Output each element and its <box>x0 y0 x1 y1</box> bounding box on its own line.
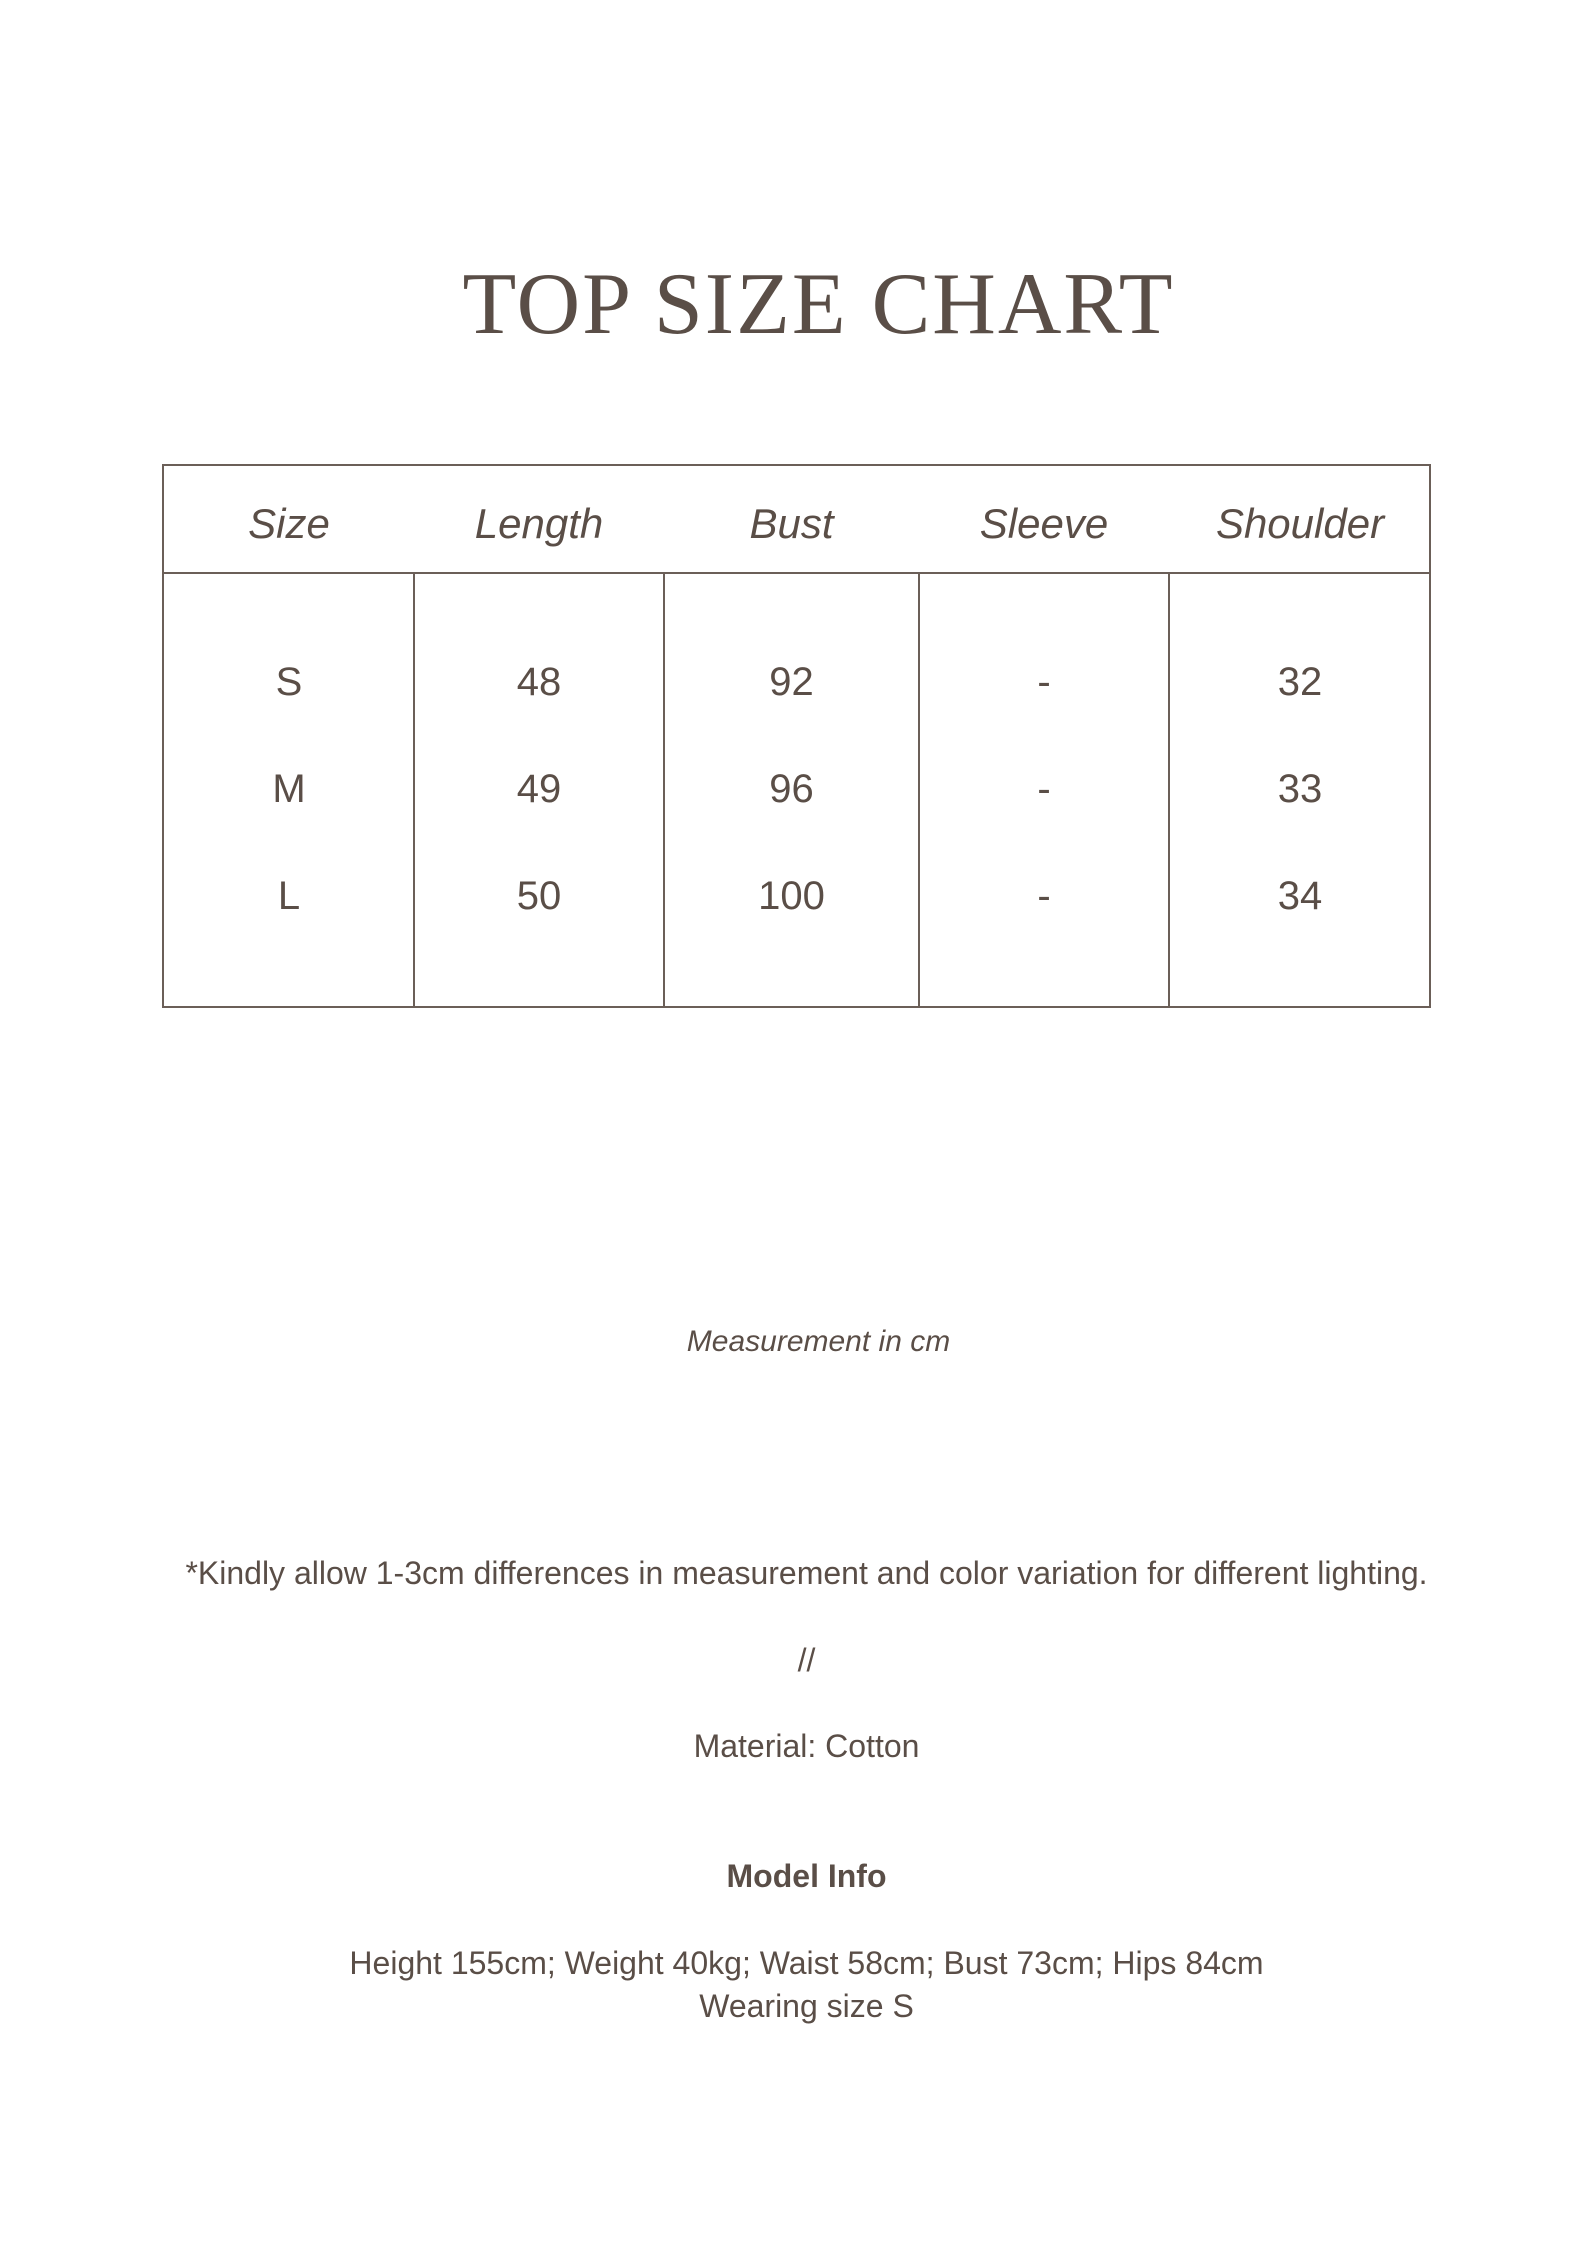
material-text: Material: Cotton <box>693 1728 920 1764</box>
disclaimer-text: *Kindly allow 1-3cm differences in measurement and color variation for different lighting. <box>185 1555 1428 1591</box>
header-size: Size <box>248 500 330 547</box>
cell-shoulder: 33 <box>1277 767 1323 811</box>
cell-shoulder: 34 <box>1277 874 1323 918</box>
header-shoulder: Shoulder <box>1215 500 1385 547</box>
cell-shoulder: 32 <box>1277 660 1323 704</box>
cell-length: 48 <box>516 660 562 704</box>
cell-bust: 92 <box>769 660 814 704</box>
cell-bust: 100 <box>758 874 825 918</box>
cell-length: 49 <box>516 767 562 811</box>
measurement-unit-note: Measurement in cm <box>686 1325 951 1358</box>
table-header-row <box>164 466 1429 574</box>
header-length: Length <box>474 500 604 547</box>
model-info-heading: Model Info <box>726 1858 887 1894</box>
cell-sleeve: - <box>1037 874 1051 918</box>
cell-sleeve: - <box>1037 767 1051 811</box>
cell-length: 50 <box>516 874 562 918</box>
cell-sleeve: - <box>1037 660 1051 704</box>
header-bust: Bust <box>749 500 834 547</box>
model-measurements: Height 155cm; Weight 40kg; Waist 58cm; Bust 73cm; Hips 84cm <box>349 1945 1264 1981</box>
header-sleeve: Sleeve <box>979 500 1109 547</box>
page-title: TOP SIZE CHART <box>462 256 1175 353</box>
cell-size: L <box>277 874 301 918</box>
cell-bust: 96 <box>769 767 814 811</box>
separator: // <box>797 1642 816 1678</box>
size-chart-table <box>162 464 1431 1008</box>
cell-size: S <box>275 660 303 704</box>
model-wearing-size: Wearing size S <box>699 1988 914 2024</box>
cell-size: M <box>272 767 306 811</box>
